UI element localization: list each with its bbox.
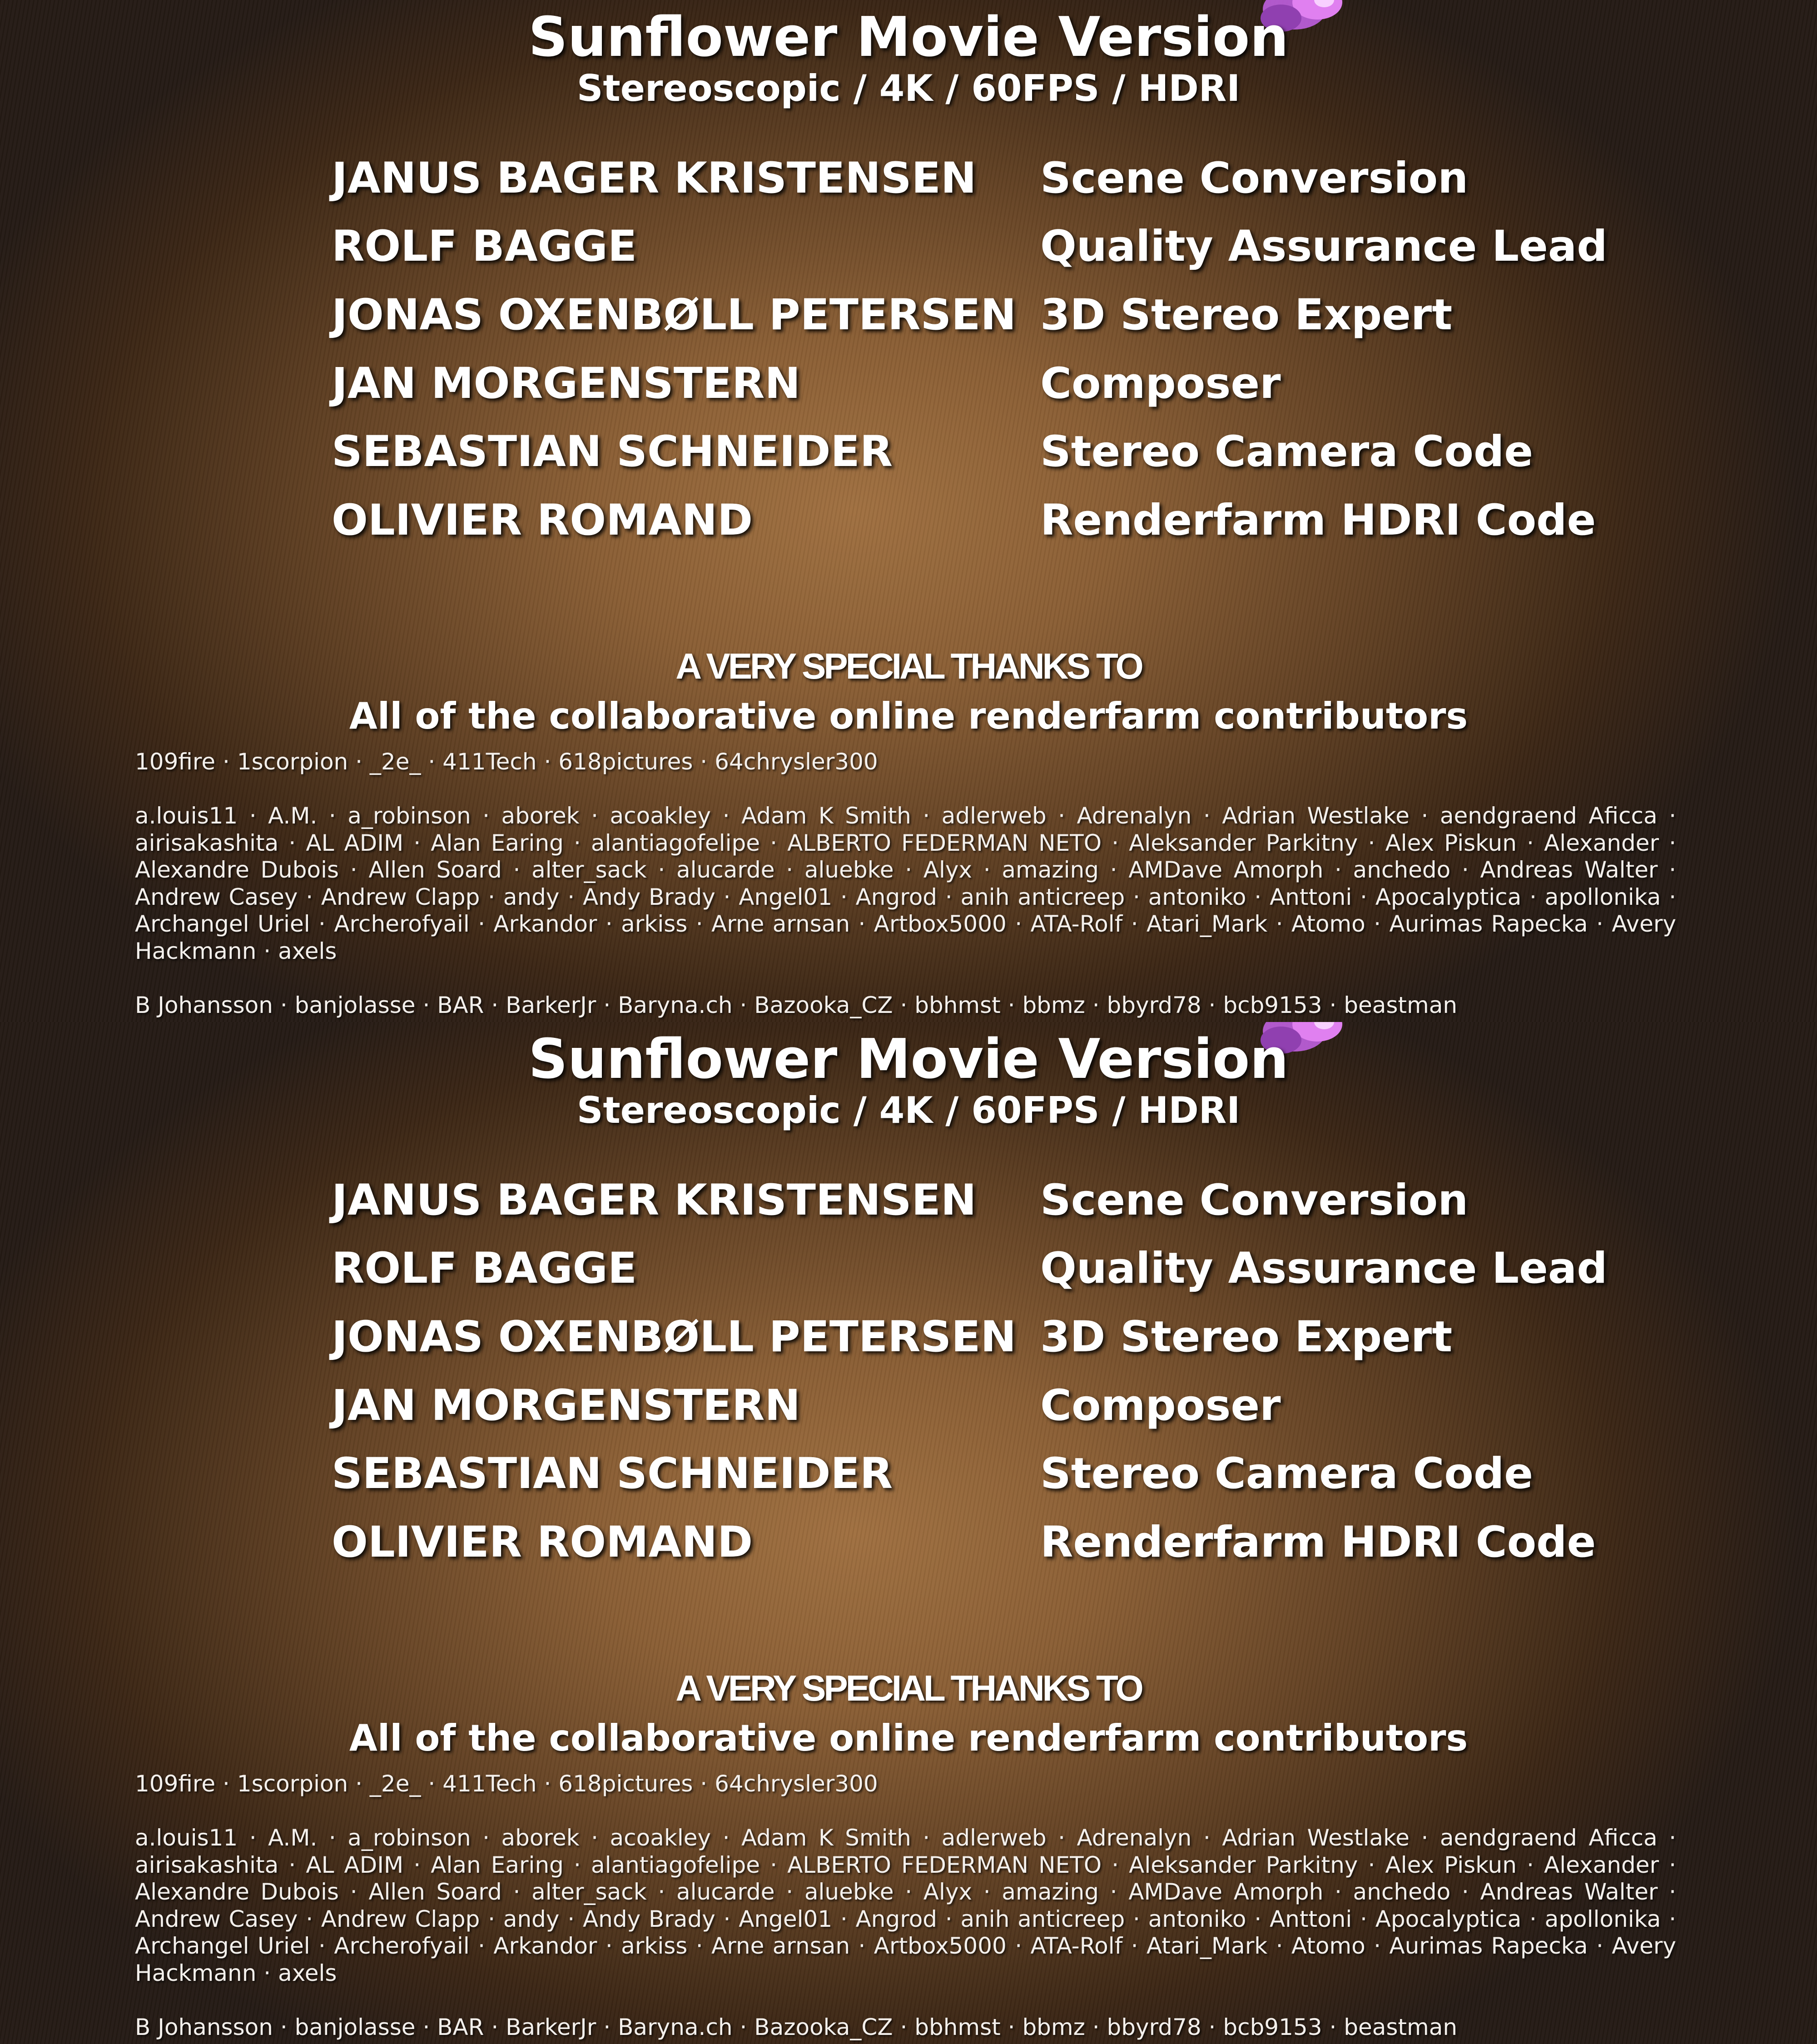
- credit-role: Stereo Camera Code: [1040, 1449, 1534, 1498]
- contributors-numeric: 109fire · 1scorpion · _2e_ · 411Tech · 618pictures · 64chrysler300: [135, 1771, 878, 1797]
- credit-name: JONAS OXENBØLL PETERSEN: [332, 1312, 1017, 1362]
- credit-row: [0, 1303, 1817, 1371]
- credit-name: JONAS OXENBØLL PETERSEN: [332, 290, 1017, 340]
- page-title: Sunflower Movie Version: [528, 1028, 1289, 1091]
- credit-row: [0, 1235, 1817, 1303]
- credit-row: [0, 1440, 1817, 1508]
- credit-role: Composer: [1040, 1381, 1281, 1430]
- credit-name: JAN MORGENSTERN: [332, 1381, 801, 1430]
- contributors-b: B Johansson · banjolasse · BAR · BarkerJr · Baryna.ch · Bazooka_CZ · bbhmst · bbmz · bbyrd78 · bcb9153 · beastman: [135, 992, 1458, 1018]
- credit-name: OLIVIER ROMAND: [332, 496, 753, 545]
- credit-name: SEBASTIAN SCHNEIDER: [332, 1449, 893, 1498]
- credit-name: JAN MORGENSTERN: [332, 359, 801, 408]
- credit-row: [0, 350, 1817, 418]
- thanks-subheading: All of the collaborative online renderfarm contributors: [349, 695, 1468, 737]
- credit-role: Stereo Camera Code: [1040, 427, 1534, 476]
- credit-role: 3D Stereo Expert: [1040, 1312, 1453, 1362]
- credit-role: Scene Conversion: [1040, 1176, 1469, 1225]
- page-subtitle: Stereoscopic / 4K / 60FPS / HDRI: [576, 1089, 1241, 1131]
- credit-role: Renderfarm HDRI Code: [1040, 496, 1596, 545]
- credit-name: JANUS BAGER KRISTENSEN: [332, 1176, 977, 1225]
- credit-role: Composer: [1040, 359, 1281, 408]
- credit-row: [0, 1372, 1817, 1440]
- credit-row: [0, 213, 1817, 281]
- credit-role: Quality Assurance Lead: [1040, 222, 1608, 271]
- credit-row: [0, 281, 1817, 349]
- credit-row: [0, 418, 1817, 486]
- credit-row: [0, 1508, 1817, 1577]
- contributors-a: a.louis11 · A.M. · a_robinson · aborek · acoakley · Adam K Smith · adlerweb · Adrenalyn · Adrian Westlake · aendgraend Aficca · airisakashita · AL ADIM · Alan Earing · alantiagofelipe · ALBERTO FEDERMAN NETO · Aleksander Parkitny · Alex Piskun · Alexander · Alexandre Dubois · Allen Soard · alter_sack · alucarde · aluebke · Alyx · amazing · AMDave Amorph · anchedo · Andreas Walter · Andrew Casey · Andrew Clapp · andy · Andy Brady · Angel01 · Angrod · anih anticreep · antoniko · Anttoni · Apocalyptica · apollonika · Archangel Uriel · Archerofyail · Arkandor · arkiss · Arne arnsan · Artbox5000 · ATA-Rolf · Atari_Mark · Atomo · Aurimas Rapecka · Avery Hackmann · axels: [135, 1825, 1676, 1986]
- credit-name: SEBASTIAN SCHNEIDER: [332, 427, 893, 476]
- credit-role: Scene Conversion: [1040, 154, 1469, 203]
- credits-frame-bottom: [0, 1022, 1817, 2044]
- credits-list: [0, 0, 1817, 590]
- contributors-b: B Johansson · banjolasse · BAR · BarkerJr · Baryna.ch · Bazooka_CZ · bbhmst · bbmz · bbyrd78 · bcb9153 · beastman: [135, 2014, 1458, 2040]
- credit-name: ROLF BAGGE: [332, 222, 637, 271]
- thanks-subheading: All of the collaborative online renderfarm contributors: [349, 1717, 1468, 1759]
- credit-name: JANUS BAGER KRISTENSEN: [332, 154, 977, 203]
- credit-name: ROLF BAGGE: [332, 1244, 637, 1293]
- contributors-a: a.louis11 · A.M. · a_robinson · aborek · acoakley · Adam K Smith · adlerweb · Adrenalyn · Adrian Westlake · aendgraend Aficca · airisakashita · AL ADIM · Alan Earing · alantiagofelipe · ALBERTO FEDERMAN NETO · Aleksander Parkitny · Alex Piskun · Alexander · Alexandre Dubois · Allen Soard · alter_sack · alucarde · aluebke · Alyx · amazing · AMDave Amorph · anchedo · Andreas Walter · Andrew Casey · Andrew Clapp · andy · Andy Brady · Angel01 · Angrod · anih anticreep · antoniko · Anttoni · Apocalyptica · apollonika · Archangel Uriel · Archerofyail · Arkandor · arkiss · Arne arnsan · Artbox5000 · ATA-Rolf · Atari_Mark · Atomo · Aurimas Rapecka · Avery Hackmann · axels: [135, 803, 1676, 964]
- page-title: Sunflower Movie Version: [528, 6, 1289, 69]
- credit-row: [0, 486, 1817, 555]
- credit-row: [0, 1166, 1817, 1235]
- credits-list: [0, 1022, 1817, 1612]
- page-subtitle: Stereoscopic / 4K / 60FPS / HDRI: [576, 67, 1241, 109]
- credit-role: Quality Assurance Lead: [1040, 1244, 1608, 1293]
- credit-name: OLIVIER ROMAND: [332, 1518, 753, 1567]
- contributors-numeric: 109fire · 1scorpion · _2e_ · 411Tech · 618pictures · 64chrysler300: [135, 749, 878, 775]
- credit-role: Renderfarm HDRI Code: [1040, 1518, 1596, 1567]
- credit-role: 3D Stereo Expert: [1040, 290, 1453, 340]
- thanks-heading: A VERY SPECIAL THANKS TO: [675, 646, 1142, 686]
- credit-row: [0, 144, 1817, 213]
- thanks-heading: A VERY SPECIAL THANKS TO: [675, 1668, 1142, 1708]
